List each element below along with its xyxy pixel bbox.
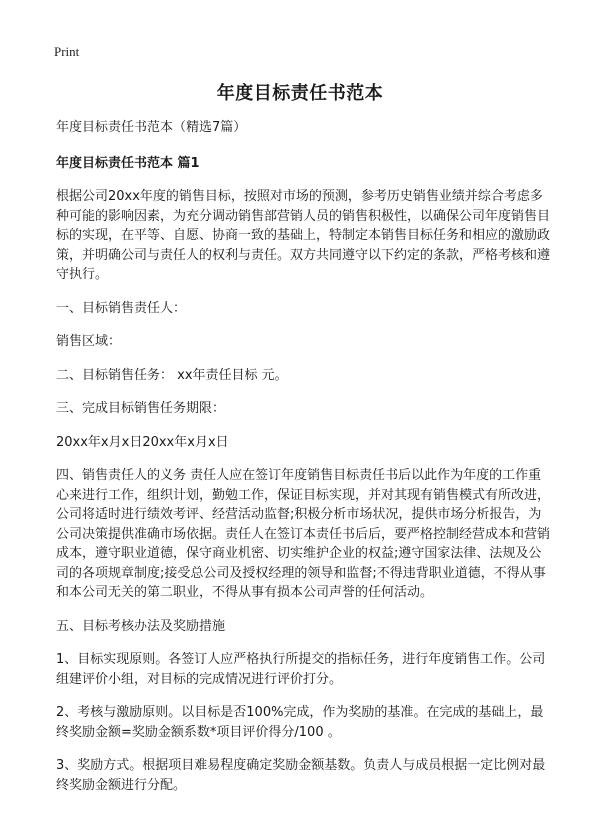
document-body: [56, 118, 552, 807]
print-label: Print: [54, 44, 80, 59]
paragraph-deadline-dates: 20xx年x月x日20xx年x月x日: [56, 434, 229, 450]
paragraph-obligations: 四、销售责任人的义务 责任人应在签订年度销售目标责任书后以此作为年度的工作重心来进行工作，组织计划，勤勉工作，保证目标实现，并对其现有销售模式有所改进，公司将适时进行绩效考评、经营活动监督;积极分析市场状况，提供市场分析报告，为公司决策提供准确市场依据。责任人在签订本责任书后后，要严格控制经营成本和营销成本，遵守职业道德，保守商业机密、切实维护企业的权益;遵守国家法律、法规及公司的各项规章制度;接受总公司及授权经理的领导和监督;不得违背职业道德，不得从事和本公司无关的第二职业，不得从事有损本公司声誉的任何活动。: [56, 468, 551, 600]
paragraph-assessment-heading: 五、目标考核办法及奖励措施: [56, 618, 226, 634]
paragraph-intro: 根据公司20xx年度的销售目标，按照对市场的预测，参考历史销售业绩并综合考虑多种可能的影响因素，为充分调动销售部营销人员的销售积极性，以确保公司年度销售目标的实现，在平等、自愿、协商一致的基础上，特制定本销售目标任务和相应的激励政策，并明确公司与责任人的权利与责任。双方共同遵守以下约定的条款，严格考核和遵守执行。: [56, 189, 551, 282]
page-title: 年度目标责任书范本: [216, 83, 384, 104]
document-subtitle: 年度目标责任书范本（精选7篇）: [56, 120, 247, 135]
paragraph-rule-3: 3、奖励方式。根据项目难易程度确定奖励金额基数。负责人与成员根据一定比例对最终奖励金额进行分配。: [56, 758, 546, 793]
section-heading: 年度目标责任书范本 篇1: [56, 155, 200, 171]
paragraph-rule-2: 2、考核与激励原则。以目标是否100%完成，作为奖励的基准。在完成的基础上，最终奖励金额=奖励金额系数*项目评价得分/100 。: [56, 705, 544, 740]
paragraph-responsible-person: 一、目标销售责任人：: [56, 300, 187, 316]
paragraph-rule-1: 1、目标实现原则。各签订人应严格执行所提交的指标任务，进行年度销售工作。公司组建评价小组，对目标的完成情况进行评价打分。: [56, 652, 546, 687]
paragraph-sales-region: 销售区域：: [56, 334, 122, 349]
paragraph-deadline-heading: 三、完成目标销售任务期限：: [56, 401, 226, 416]
paragraph-sales-task: 二、目标销售任务： xx年责任目标 元。: [56, 367, 288, 383]
